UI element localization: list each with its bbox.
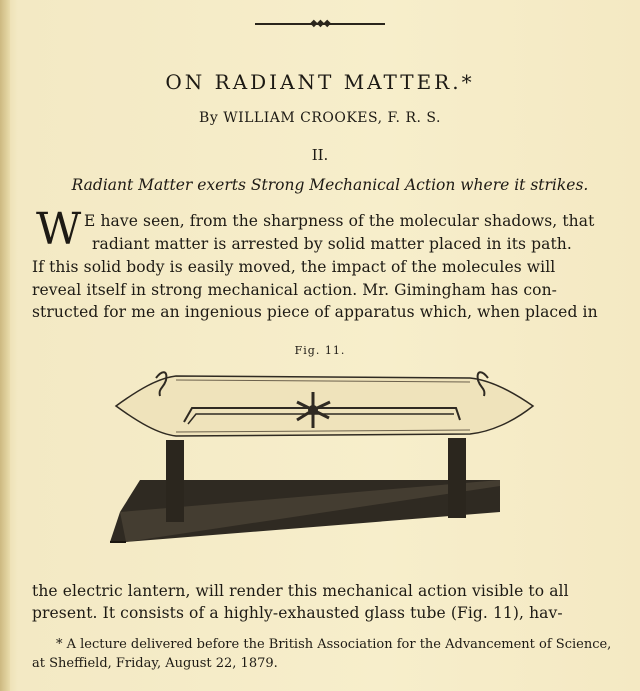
header-ornament: ◆◆◆ — [309, 18, 331, 29]
drop-cap: W — [36, 204, 82, 255]
radiometer-tube-illustration — [108, 362, 536, 552]
article-title: ON RADIANT MATTER.* — [165, 70, 475, 94]
body-line: structed for me an ingenious piece of apparatus which, when placed in — [32, 303, 598, 321]
article-byline: By WILLIAM CROOKES, F. R. S. — [199, 110, 441, 126]
body-line: the electric lantern, will render this mechanical action visible to all — [32, 582, 569, 600]
right-support-post — [448, 438, 466, 518]
section-number: II. — [311, 146, 329, 164]
body-line: reveal itself in strong mechanical action. Mr. Gimingham has con- — [32, 281, 558, 299]
footnote-line: * A lecture delivered before the British Association for the Advancement of Science, — [56, 637, 612, 652]
figure-label: Fig. 11. — [294, 344, 346, 357]
section-subheading: Radiant Matter exerts Strong Mechanical Action where it strikes. — [71, 176, 589, 194]
footnote-line: at Sheffield, Friday, August 22, 1879. — [32, 656, 278, 671]
left-support-post — [166, 440, 184, 522]
body-line: present. It consists of a highly-exhausted glass tube (Fig. 11), hav- — [32, 604, 563, 622]
body-line: radiant matter is arrested by solid matter placed in its path. — [92, 235, 572, 253]
body-line: E have seen, from the sharpness of the molecular shadows, that — [84, 212, 595, 230]
body-line: If this solid body is easily moved, the impact of the molecules will — [32, 258, 556, 276]
